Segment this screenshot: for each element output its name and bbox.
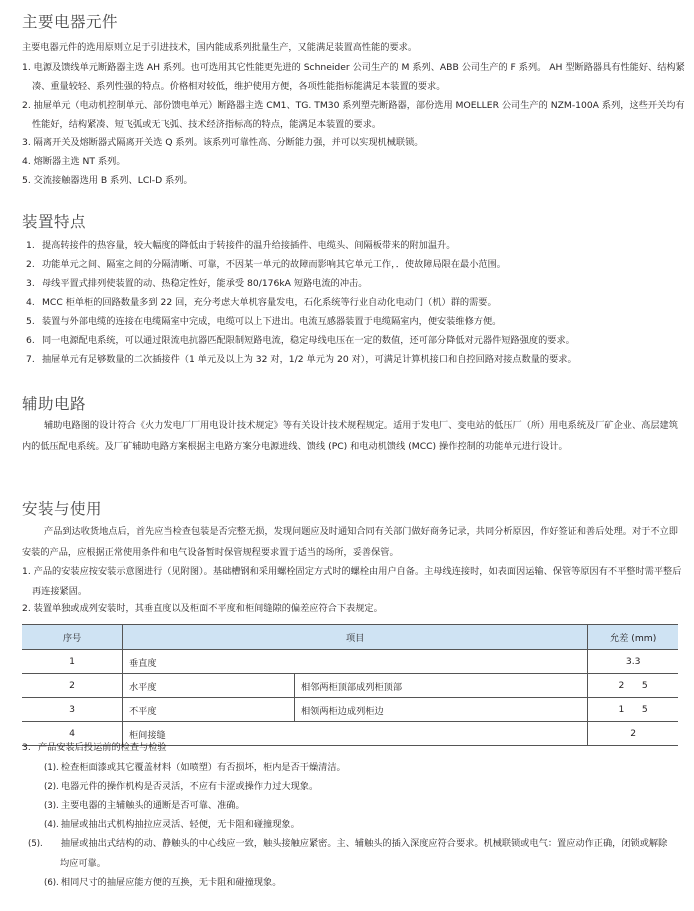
row-no: 3 bbox=[22, 698, 123, 722]
check-item: (4). 抽屉或抽出式机构抽拉应灵活、轻便，无卡阻和碰撞现象。 bbox=[44, 819, 300, 830]
row-tolerance: 3.3 bbox=[588, 650, 678, 674]
row-no: 2 bbox=[22, 674, 123, 698]
row-item: 垂直度 bbox=[123, 650, 588, 674]
feature-item: 7. 抽屉单元有足够数量的二次插接件（1 单元及以上为 32 对，1/2 单元为 20 对），可满足计算机接口和自控回路对接点数量的要求。 bbox=[26, 354, 577, 365]
table-row bbox=[22, 650, 678, 674]
feature-item: 6. 同一电源配电系统，可以通过限流电抗器匹配限制短路电流，稳定母线电压在一定的数值，还可部分降低对元器件短路强度的要求。 bbox=[26, 335, 575, 346]
installation-step-1: 1. 产品的安装应按安装示意图进行（见附图）。基础槽钢和采用螺栓固定方式时的螺栓由用户自备。主母线连接时，如表面因运输、保管等原因有不平整时需平整后再连接紧固。 bbox=[22, 566, 682, 597]
installation-step-2: 2. 装置单独或成列安装时，其垂直度以及柜面不平度和柜间缝隙的偏差应符合下表规定。 bbox=[22, 603, 383, 614]
header-no: 序号 bbox=[22, 625, 123, 650]
components-item-3: 3. 隔离开关及熔断器式隔离开关选 Q 系列。该系列可靠性高、分断能力强，并可以实现机械联锁。 bbox=[22, 137, 424, 148]
check-item: (2). 电器元件的操作机构是否灵活，不应有卡涩或操作力过大现象。 bbox=[44, 781, 319, 792]
feature-item: 5. 装置与外部电缆的连接在电缆隔室中完成，电缆可以上下进出。电流互感器装置于电缆隔室内，便安装维修方便。 bbox=[26, 316, 502, 327]
auxiliary-body: 辅助电路图的设计符合《火力发电厂厂用电设计技术规定》等有关设计技术规程规定。适用于发电厂、变电站的低压厂（所）用电系统及厂矿企业、高层建筑内的低压配电系统。及厂矿辅助电路方案根据主电路方案分电源进线、馈线 (PC) 和电动机馈线 (MCC) 操作控制的功能单元进行设计。 bbox=[22, 420, 678, 452]
components-item-4: 4. 熔断器主选 NT 系列。 bbox=[22, 156, 126, 167]
installation-step-3-title: 3. 产品安装后投运前的检查与检验 bbox=[22, 742, 167, 753]
feature-item: 1. 提高转接件的热容量，较大幅度的降低由于转接件的温升给接插件、电缆头、间隔板带来的附加温升。 bbox=[26, 240, 456, 251]
row-item: 不平度 bbox=[123, 698, 295, 722]
row-item: 柜间接缝 bbox=[123, 722, 588, 746]
feature-item: 4. MCC 柜单柜的回路数量多到 22 回，充分考虑大单机容量发电，石化系统等行业自动化电动门（机）群的需要。 bbox=[26, 297, 497, 308]
row-item: 水平度 bbox=[123, 674, 295, 698]
header-tolerance: 允差 (mm) bbox=[588, 625, 678, 650]
components-item-2: 2. 抽屉单元（电动机控制单元、部份馈电单元）断路器主选 CM1、TG. TM30 系列塑壳断路器，部份选用 MOELLER 公司生产的 NZM-100A 系列，这些开关均有性能好，结构紧凑、短飞弧或无飞弧、技术经济指标高的特点，能满足本装置的要求。 bbox=[22, 100, 685, 130]
tolerance-table bbox=[22, 624, 678, 746]
feature-item: 2. 功能单元之间、隔室之间的分隔清晰、可靠，不因某一单元的故障而影响其它单元工作，．使故障局限在最小范围。 bbox=[26, 259, 506, 270]
components-intro: 主要电器元件的选用原则立足于引进技术，国内能成系列批量生产，又能满足装置高性能的要求。 bbox=[22, 42, 418, 53]
section-heading-components: 主要电器元件 bbox=[22, 13, 119, 31]
installation-body: 产品到达收货地点后，首先应当检查包装是否完整无损，发现问题应及时通知合同有关部门做好商务记录，共同分析原因，作好签证和善后处理。对于不立即安装的产品，应根据正常使用条件和电气设备暂时保管规程要求置于适当的场所，妥善保管。 bbox=[22, 526, 678, 558]
check-item: (5). 抽屉或抽出式结构的动、静触头的中心线应一致，触头接触应紧密。主、辅触头的插入深度应符合要求。机械联锁或电气：置应动作正确，闭锁或解除均应可靠。 bbox=[28, 838, 668, 869]
section-heading-features: 装置特点 bbox=[22, 213, 87, 231]
components-item-1: 1. 电源及馈线单元断路器主选 AH 系列。也可选用其它性能更先进的 Schneider 公司生产的 M 系列、ABB 公司生产的 F 系列。 AH 型断路器具有性能好、结构紧凑、重量较轻、系列性强的特点。价格相对较低，维护使用方便，各项性能指标能满足本装置的要求。 bbox=[22, 62, 685, 92]
row-no: 4 bbox=[22, 722, 123, 746]
row-tolerance: 1 5 bbox=[588, 698, 678, 722]
check-item: (3). 主要电器的主辅触头的通断是否可靠、准确。 bbox=[44, 800, 245, 811]
row-tolerance: 2 5 bbox=[588, 674, 678, 698]
components-item-5: 5. 交流接触器选用 B 系列、LCl-D 系列。 bbox=[22, 175, 193, 186]
section-heading-auxiliary: 辅助电路 bbox=[22, 395, 87, 413]
check-item: (1). 检查柜面漆或其它覆盖材料（如喷塑）有否损坏，柜内是否干燥清洁。 bbox=[44, 762, 346, 773]
table-row bbox=[22, 674, 678, 698]
feature-item: 3. 母线平置式排列使装置的动、热稳定性好，能承受 80/176kA 短路电流的冲击。 bbox=[26, 278, 368, 289]
row-sub-item: 相领两柜边成列柜边 bbox=[295, 698, 588, 722]
row-sub-item: 相邻两柜顶部成列柜顶部 bbox=[295, 674, 588, 698]
row-no: 1 bbox=[22, 650, 123, 674]
section-heading-installation: 安装与使用 bbox=[22, 500, 103, 518]
table-header-row bbox=[22, 625, 678, 650]
check-item: (6). 相同尺寸的抽屉应能方便的互换，无卡阻和碰撞现象。 bbox=[44, 877, 282, 888]
table-row bbox=[22, 698, 678, 722]
row-tolerance: 2 bbox=[588, 722, 678, 746]
header-item: 项目 bbox=[123, 625, 588, 650]
